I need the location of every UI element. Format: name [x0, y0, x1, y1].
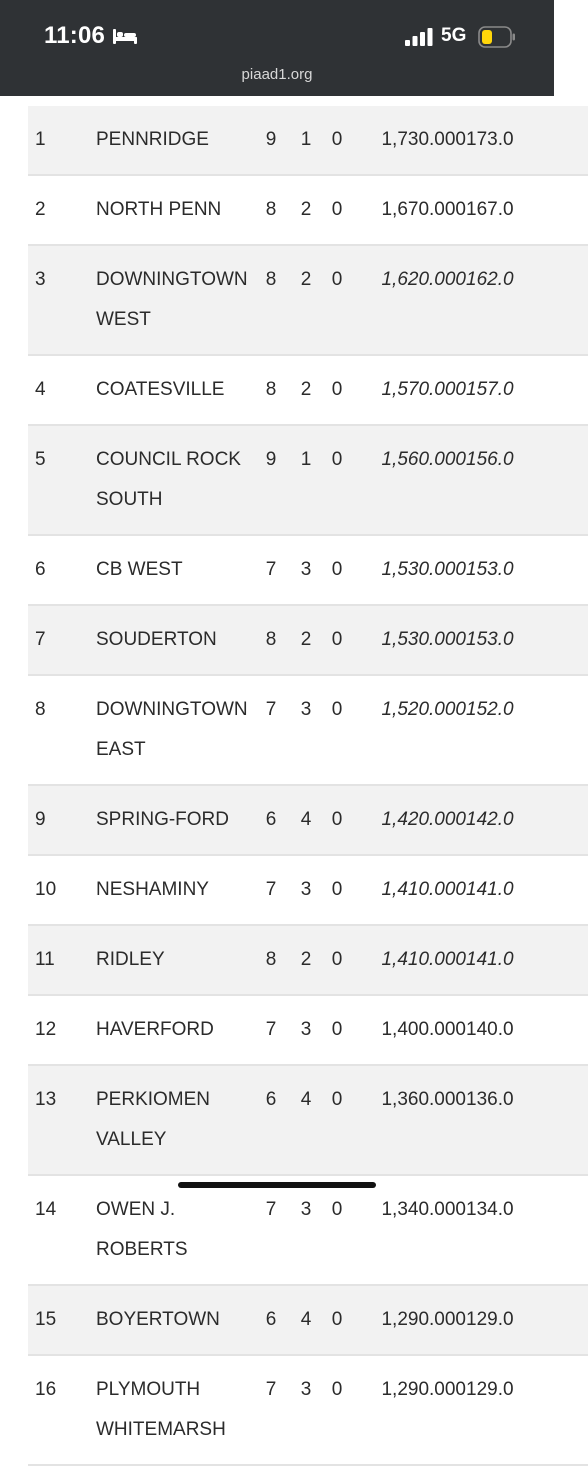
status-time: 11:06: [44, 22, 106, 49]
table-row: [28, 1285, 588, 1355]
team-name-cell: PLYMOUTH WHITEMARSH: [84, 1355, 252, 1465]
rank-cell: 7: [28, 605, 84, 675]
ties-cell: 0: [322, 605, 352, 675]
average-cell: 157.0: [466, 355, 588, 425]
wins-cell: 8: [252, 175, 290, 245]
table-row: [28, 675, 588, 785]
rank-cell: 15: [28, 1285, 84, 1355]
average-cell: 141.0: [466, 855, 588, 925]
team-name-cell: PENNRIDGE: [84, 106, 252, 175]
rank-cell: 5: [28, 425, 84, 535]
wins-cell: 9: [252, 425, 290, 535]
table-row: [28, 785, 588, 855]
ties-cell: 0: [322, 175, 352, 245]
ties-cell: 0: [322, 855, 352, 925]
average-cell: 136.0: [466, 1065, 588, 1175]
table-row: [28, 995, 588, 1065]
points-cell: 1,290.000: [352, 1285, 466, 1355]
table-row: [28, 925, 588, 995]
wins-cell: 8: [252, 925, 290, 995]
bed-icon: [112, 27, 138, 45]
average-cell: 162.0: [466, 245, 588, 355]
wins-cell: 7: [252, 995, 290, 1065]
rankings-table-container[interactable]: [0, 82, 554, 1440]
wins-cell: 6: [252, 1065, 290, 1175]
ties-cell: 0: [322, 925, 352, 995]
points-cell: 1,730.000: [352, 106, 466, 175]
ties-cell: 0: [322, 355, 352, 425]
losses-cell: 2: [290, 355, 322, 425]
home-indicator[interactable]: [178, 1182, 376, 1188]
status-bar: [0, 0, 554, 96]
table-row: [28, 1065, 588, 1175]
losses-cell: 4: [290, 785, 322, 855]
team-name-cell: RIDLEY: [84, 925, 252, 995]
points-cell: 1,410.000: [352, 855, 466, 925]
rank-cell: 10: [28, 855, 84, 925]
points-cell: 1,620.000: [352, 245, 466, 355]
table-row: [28, 425, 588, 535]
average-cell: 173.0: [466, 106, 588, 175]
rankings-table: [28, 106, 588, 1466]
team-name-cell: SOUDERTON: [84, 605, 252, 675]
rank-cell: 12: [28, 995, 84, 1065]
rank-cell: 2: [28, 175, 84, 245]
wins-cell: 6: [252, 1285, 290, 1355]
ties-cell: 0: [322, 675, 352, 785]
ties-cell: 0: [322, 785, 352, 855]
wins-cell: 8: [252, 355, 290, 425]
table-row: [28, 106, 588, 175]
table-row: [28, 1175, 588, 1285]
losses-cell: 1: [290, 425, 322, 535]
wins-cell: 7: [252, 1355, 290, 1465]
losses-cell: 3: [290, 675, 322, 785]
team-name-cell: OWEN J. ROBERTS: [84, 1175, 252, 1285]
ties-cell: 0: [322, 1065, 352, 1175]
rank-cell: 4: [28, 355, 84, 425]
wins-cell: 9: [252, 106, 290, 175]
ties-cell: 0: [322, 1285, 352, 1355]
average-cell: 129.0: [466, 1285, 588, 1355]
average-cell: 152.0: [466, 675, 588, 785]
losses-cell: 3: [290, 535, 322, 605]
rank-cell: 14: [28, 1175, 84, 1285]
points-cell: 1,340.000: [352, 1175, 466, 1285]
losses-cell: 3: [290, 855, 322, 925]
points-cell: 1,530.000: [352, 605, 466, 675]
wins-cell: 7: [252, 675, 290, 785]
ties-cell: 0: [322, 995, 352, 1065]
average-cell: 167.0: [466, 175, 588, 245]
points-cell: 1,290.000: [352, 1355, 466, 1465]
table-row: [28, 355, 588, 425]
table-row: [28, 245, 588, 355]
losses-cell: 3: [290, 995, 322, 1065]
rank-cell: 9: [28, 785, 84, 855]
wins-cell: 7: [252, 855, 290, 925]
points-cell: 1,410.000: [352, 925, 466, 995]
losses-cell: 2: [290, 925, 322, 995]
average-cell: 129.0: [466, 1355, 588, 1465]
team-name-cell: COUNCIL ROCK SOUTH: [84, 425, 252, 535]
team-name-cell: PERKIOMEN VALLEY: [84, 1065, 252, 1175]
ties-cell: 0: [322, 106, 352, 175]
team-name-cell: NESHAMINY: [84, 855, 252, 925]
team-name-cell: SPRING-FORD: [84, 785, 252, 855]
rank-cell: 11: [28, 925, 84, 995]
team-name-cell: HAVERFORD: [84, 995, 252, 1065]
points-cell: 1,360.000: [352, 1065, 466, 1175]
average-cell: 153.0: [466, 605, 588, 675]
wins-cell: 8: [252, 245, 290, 355]
points-cell: 1,420.000: [352, 785, 466, 855]
rank-cell: 16: [28, 1355, 84, 1465]
rank-cell: 8: [28, 675, 84, 785]
rank-cell: 6: [28, 535, 84, 605]
wins-cell: 7: [252, 1175, 290, 1285]
points-cell: 1,570.000: [352, 355, 466, 425]
ties-cell: 0: [322, 535, 352, 605]
points-cell: 1,670.000: [352, 175, 466, 245]
signal-icon: [404, 28, 434, 46]
team-name-cell: BOYERTOWN: [84, 1285, 252, 1355]
losses-cell: 3: [290, 1355, 322, 1465]
table-row: [28, 855, 588, 925]
losses-cell: 2: [290, 605, 322, 675]
points-cell: 1,560.000: [352, 425, 466, 535]
wins-cell: 6: [252, 785, 290, 855]
average-cell: 153.0: [466, 535, 588, 605]
table-row: [28, 535, 588, 605]
team-name-cell: NORTH PENN: [84, 175, 252, 245]
ties-cell: 0: [322, 425, 352, 535]
losses-cell: 4: [290, 1285, 322, 1355]
table-row: [28, 175, 588, 245]
rank-cell: 3: [28, 245, 84, 355]
losses-cell: 2: [290, 245, 322, 355]
rank-cell: 1: [28, 106, 84, 175]
losses-cell: 2: [290, 175, 322, 245]
battery-icon: [478, 26, 516, 48]
table-row: [28, 1355, 588, 1465]
team-name-cell: DOWNINGTOWN EAST: [84, 675, 252, 785]
points-cell: 1,520.000: [352, 675, 466, 785]
average-cell: 140.0: [466, 995, 588, 1065]
ties-cell: 0: [322, 245, 352, 355]
wins-cell: 7: [252, 535, 290, 605]
points-cell: 1,530.000: [352, 535, 466, 605]
team-name-cell: COATESVILLE: [84, 355, 252, 425]
average-cell: 156.0: [466, 425, 588, 535]
team-name-cell: DOWNINGTOWN WEST: [84, 245, 252, 355]
team-name-cell: CB WEST: [84, 535, 252, 605]
points-cell: 1,400.000: [352, 995, 466, 1065]
average-cell: 141.0: [466, 925, 588, 995]
losses-cell: 1: [290, 106, 322, 175]
wins-cell: 8: [252, 605, 290, 675]
rank-cell: 13: [28, 1065, 84, 1175]
table-row: [28, 605, 588, 675]
ties-cell: 0: [322, 1355, 352, 1465]
average-cell: 142.0: [466, 785, 588, 855]
average-cell: 134.0: [466, 1175, 588, 1285]
losses-cell: 4: [290, 1065, 322, 1175]
address-bar-url[interactable]: piaad1.org: [241, 66, 313, 83]
network-type: 5G: [441, 25, 467, 46]
losses-cell: 3: [290, 1175, 322, 1285]
ties-cell: 0: [322, 1175, 352, 1285]
